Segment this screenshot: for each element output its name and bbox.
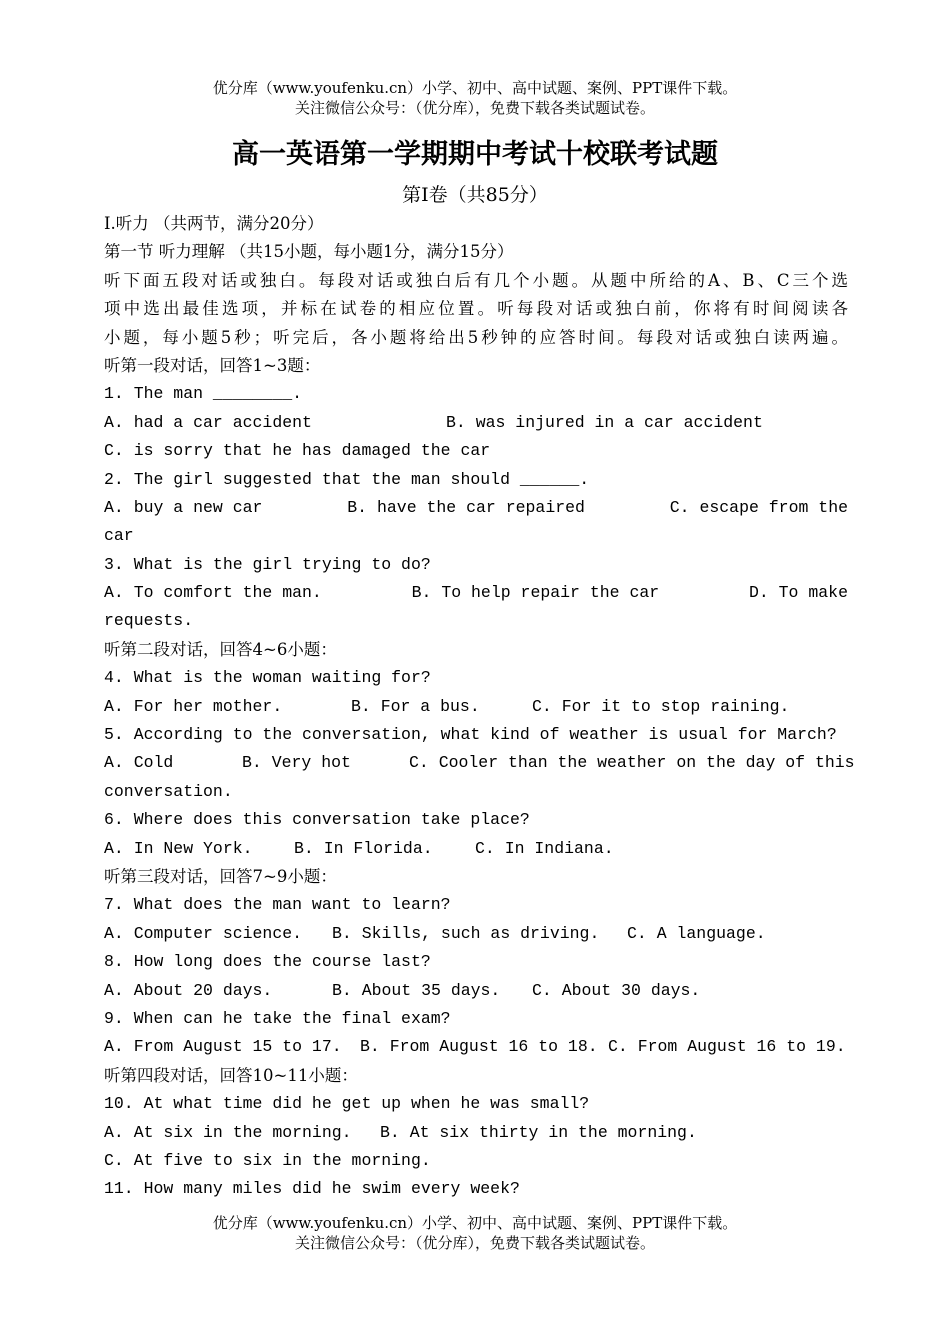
header-line-2: 关注微信公众号：（优分库），免费下载各类试题试卷。 — [294, 99, 655, 117]
page-subtitle: 第I卷（共85分） — [402, 184, 548, 206]
dialogue-heading: 听第四段对话，回答10~11小题： — [104, 1065, 358, 1085]
question-stem: 6. Where does this conversation take place? — [104, 810, 530, 830]
question-stem: 11. How many miles did he swim every week? — [104, 1179, 520, 1199]
option-c: C. escape from the — [669, 497, 848, 517]
option-b: B. Very hot — [242, 753, 351, 773]
dialogue-heading: 听第一段对话，回答1~3题： — [104, 355, 321, 375]
exam-body — [104, 210, 855, 1204]
instruction-line: 项中选出最佳选项，并标在试卷的相应位置。听每段对话或独白前，你将有时间阅读各 — [104, 299, 848, 319]
option-a: A. had a car accident — [104, 412, 312, 432]
instruction-line: 小题，每小题5秒；听完后，各小题将给出5秒钟的应答时间。每段对话或独白读两遍。 — [104, 327, 848, 347]
question-stem: 8. How long does the course last? — [104, 952, 431, 972]
option-row — [104, 977, 848, 1005]
option-row — [104, 693, 848, 721]
option-row — [104, 1033, 848, 1061]
option-b: B. In Florida. — [294, 838, 433, 858]
option-c: C. Cooler than the weather on the day of this — [409, 753, 855, 773]
option-continuation: car — [104, 526, 134, 546]
option-row — [104, 835, 848, 863]
option-c: C. A language. — [627, 923, 766, 943]
option-continuation: conversation. — [104, 781, 233, 801]
option-a: A. buy a new car — [104, 497, 263, 517]
footer-line-2: 关注微信公众号：（优分库），免费下载各类试题试卷。 — [294, 1234, 655, 1252]
question-stem: 1. The man ________. — [104, 384, 303, 404]
option-c: C. At five to six in the morning. — [104, 1150, 431, 1170]
option-b: B. was injured in a car accident — [446, 412, 763, 432]
question-stem: 2. The girl suggested that the man should ______. — [104, 469, 590, 489]
option-row — [104, 494, 848, 522]
option-a: A. For her mother. — [104, 696, 283, 716]
option-c: C. About 30 days. — [532, 980, 701, 1000]
section-heading: I.听力 （共两节，满分20分） — [104, 214, 324, 233]
page-title: 高一英语第一学期期中考试十校联考试题 — [232, 139, 718, 170]
option-row — [104, 920, 848, 948]
option-b: B. have the car repaired — [347, 497, 585, 517]
option-row — [104, 1119, 848, 1147]
option-b: B. Skills, such as driving. — [332, 923, 600, 943]
option-row — [104, 579, 848, 607]
option-row — [104, 749, 855, 777]
option-d: D. To make — [748, 583, 848, 603]
question-stem: 10. At what time did he get up when he was small? — [104, 1094, 590, 1114]
question-stem: 9. When can he take the final exam? — [104, 1008, 451, 1028]
dialogue-heading: 听第三段对话，回答7~9小题： — [104, 866, 337, 886]
instruction-line: 听下面五段对话或独白。每段对话或独白后有几个小题。从题中所给的A、B、C三个选 — [104, 270, 848, 290]
part1-heading: 第一节 听力理解 （共15小题，每小题1分，满分15分） — [104, 242, 514, 262]
option-c: C. For it to stop raining. — [532, 696, 790, 716]
option-row — [104, 409, 848, 437]
question-stem: 7. What does the man want to learn? — [104, 895, 451, 915]
footer-line-1: 优分库（www.youfenku.cn）小学、初中、高中试题、案例、PPT课件下载。 — [212, 1214, 738, 1232]
option-a: A. Computer science. — [104, 923, 303, 943]
option-a: A. Cold — [104, 753, 174, 773]
option-b: B. About 35 days. — [332, 980, 501, 1000]
option-c: C. From August 16 to 19. — [608, 1037, 846, 1057]
question-stem: 5. According to the conversation, what kind of weather is usual for March? — [104, 725, 837, 745]
option-b: B. To help repair the car — [411, 583, 660, 603]
option-a: A. From August 15 to 17. — [104, 1037, 342, 1057]
option-a: A. In New York. — [104, 838, 253, 858]
option-a: A. About 20 days. — [104, 980, 273, 1000]
header-line-1: 优分库（www.youfenku.cn）小学、初中、高中试题、案例、PPT课件下载。 — [212, 79, 738, 97]
option-a: A. To comfort the man. — [104, 583, 322, 603]
option-b: B. At six thirty in the morning. — [380, 1122, 697, 1142]
option-b: B. From August 16 to 18. — [360, 1037, 598, 1057]
option-c: C. is sorry that he has damaged the car — [104, 441, 491, 461]
option-continuation: requests. — [104, 611, 194, 631]
option-a: A. At six in the morning. — [104, 1122, 352, 1142]
dialogue-heading: 听第二段对话，回答4~6小题： — [104, 639, 337, 659]
option-c: C. In Indiana. — [475, 838, 614, 858]
question-stem: 3. What is the girl trying to do? — [104, 554, 431, 574]
question-stem: 4. What is the woman waiting for? — [104, 668, 431, 688]
option-b: B. For a bus. — [351, 696, 480, 716]
